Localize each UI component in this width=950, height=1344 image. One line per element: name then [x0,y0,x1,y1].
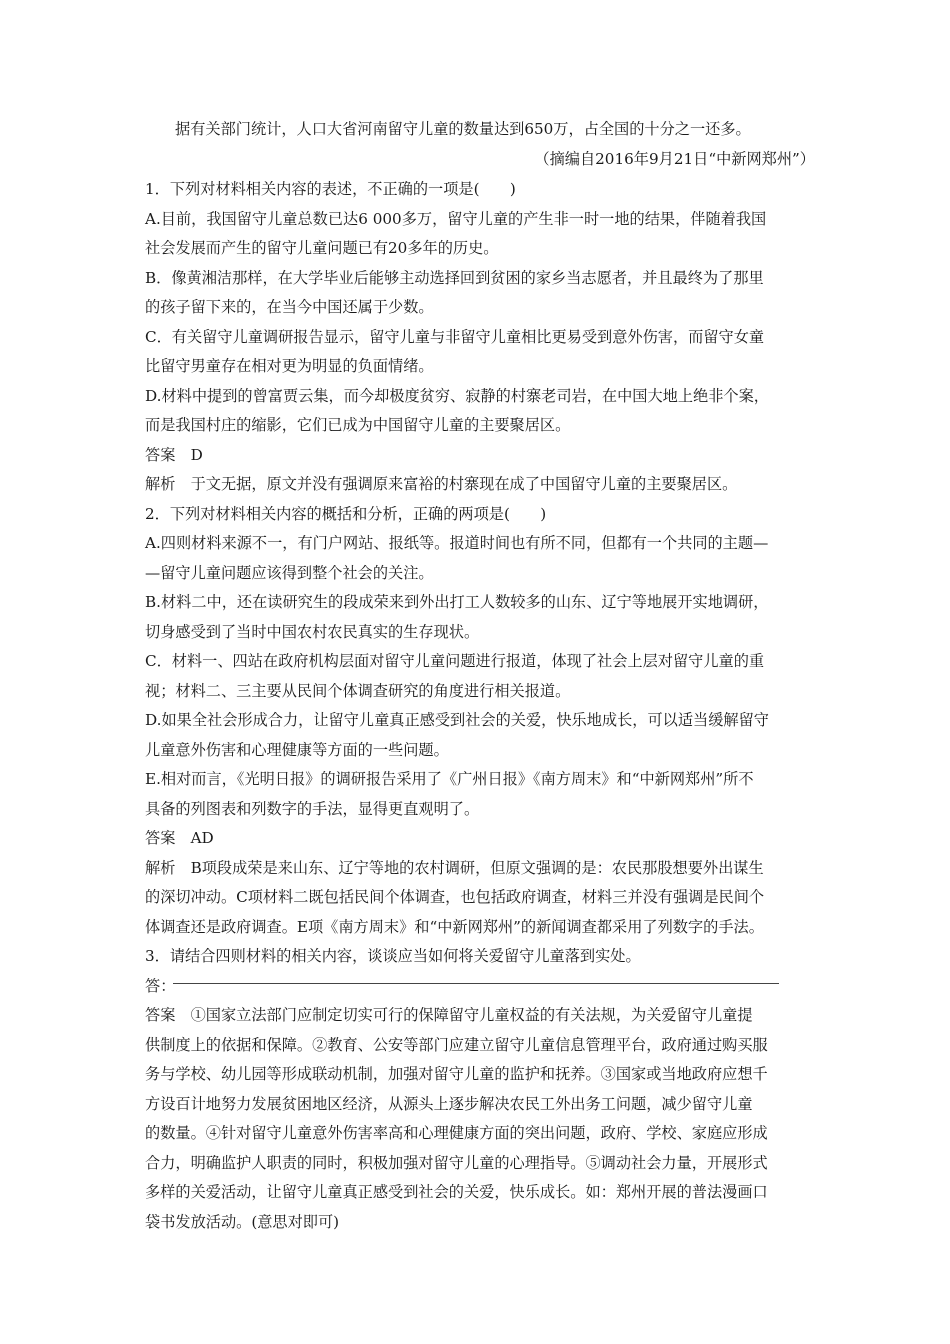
q1-option-c-line2: 比留守男童存在相对更为明显的负面情绪。 [145,357,434,375]
q1-option-b-line2: 的孩子留下来的，在当今中国还属于少数。 [145,298,434,316]
q3-answer-line1: 答案 ①国家立法部门应制定切实可行的保障留守儿童权益的有关法规，为关爱留守儿童提 [145,1006,753,1024]
q1-answer: 答案 D [145,446,203,464]
q2-analysis-line3: 体调查还是政府调查。E项《南方周末》和“中新网郑州”的新闻调查都采用了列数字的手法。 [145,918,764,936]
q3-answer-field[interactable] [145,975,175,997]
q3-answer-line6: 合力，明确监护人职责的同时，积极加强对留守儿童的心理指导。⑤调动社会力量，开展形式 [145,1154,768,1172]
q1-option-d-line1: D.材料中提到的曾富贾云集，而今却极度贫穷、寂静的村寨老司岩，在中国大地上绝非个案， [145,387,769,405]
question-1-stem: 1．下列对材料相关内容的表述，不正确的一项是( ) [145,180,516,198]
q2-option-c-line1: C．材料一、四站在政府机构层面对留守儿童问题进行报道，体现了社会上层对留守儿童的重 [145,652,765,670]
question-2-stem: 2．下列对材料相关内容的概括和分析，正确的两项是( ) [145,505,547,523]
q1-option-b-line1: B．像黄湘洁那样，在大学毕业后能够主动选择回到贫困的家乡当志愿者，并且最终为了那里 [145,269,764,287]
q2-option-b-line1: B.材料二中，还在读研究生的段成荣来到外出打工人数较多的山东、辽宁等地展开实地调研， [145,593,769,611]
q2-option-c-line2: 视；材料二、三主要从民间个体调查研究的角度进行相关报道。 [145,682,571,700]
q3-answer-line2: 供制度上的依据和保障。②教育、公安等部门应建立留守儿童信息管理平台，政府通过购买服 [145,1036,768,1054]
q1-option-a-line1: A.目前，我国留守儿童总数已达6 000多万，留守儿童的产生非一时一地的结果，伴随着我国 [145,210,767,228]
source-citation: （摘编自2016年9月21日“中新网郑州”） [534,150,815,168]
q2-option-a-line2: —留守儿童问题应该得到整个社会的关注。 [145,564,434,582]
q2-answer: 答案 AD [145,829,214,847]
q2-option-e-line1: E.相对而言，《光明日报》的调研报告采用了《广州日报》《南方周末》和“中新网郑州”所不 [145,770,754,788]
q1-option-d-line2: 而是我国村庄的缩影，它们已成为中国留守儿童的主要聚居区。 [145,416,571,434]
intro-statistic: 据有关部门统计，人口大省河南留守儿童的数量达到650万，占全国的十分之一还多。 [175,120,751,138]
q1-option-c-line1: C．有关留守儿童调研报告显示，留守儿童与非留守儿童相比更易受到意外伤害，而留守女童 [145,328,765,346]
q3-answer-line3: 务与学校、幼儿园等形成联动机制，加强对留守儿童的监护和抚养。③国家或当地政府应想千 [145,1065,768,1083]
q2-option-a-line1: A.四则材料来源不一，有门户网站、报纸等。报道时间也有所不同，但都有一个共同的主题— [145,534,769,552]
q1-analysis: 解析 于文无据，原文并没有强调原来富裕的村寨现在成了中国留守儿童的主要聚居区。 [145,475,738,493]
q2-option-d-line1: D.如果全社会形成合力，让留守儿童真正感受到社会的关爱，快乐地成长，可以适当缓解留守 [145,711,769,729]
q2-analysis-line1: 解析 B项段成荣是来山东、辽宁等地的农村调研，但原文强调的是：农民那股想要外出谋生 [145,859,764,877]
answer-blank-line [173,983,779,984]
q1-option-a-line2: 社会发展而产生的留守儿童问题已有20多年的历史。 [145,239,499,257]
answer-label: 答： [145,977,176,995]
q3-answer-line5: 的数量。④针对留守儿童意外伤害率高和心理健康方面的突出问题，政府、学校、家庭应形成 [145,1124,768,1142]
q2-option-e-line2: 具备的列图表和列数字的手法，显得更直观明了。 [145,800,480,818]
question-3-stem: 3．请结合四则材料的相关内容，谈谈应当如何将关爱留守儿童落到实处。 [145,947,641,965]
q2-option-d-line2: 儿童意外伤害和心理健康等方面的一些问题。 [145,741,449,759]
q3-answer-line4: 方设百计地努力发展贫困地区经济，从源头上逐步解决农民工外出务工问题，减少留守儿童 [145,1095,753,1113]
q2-analysis-line2: 的深切冲动。C项材料二既包括民间个体调查，也包括政府调查，材料三并没有强调是民间个 [145,888,765,906]
q2-option-b-line2: 切身感受到了当时中国农村农民真实的生存现状。 [145,623,480,641]
q3-answer-line7: 多样的关爱活动，让留守儿童真正感受到社会的关爱，快乐成长。如：郑州开展的普法漫画口 [145,1183,768,1201]
q3-answer-line8: 袋书发放活动。(意思对即可) [145,1213,340,1231]
